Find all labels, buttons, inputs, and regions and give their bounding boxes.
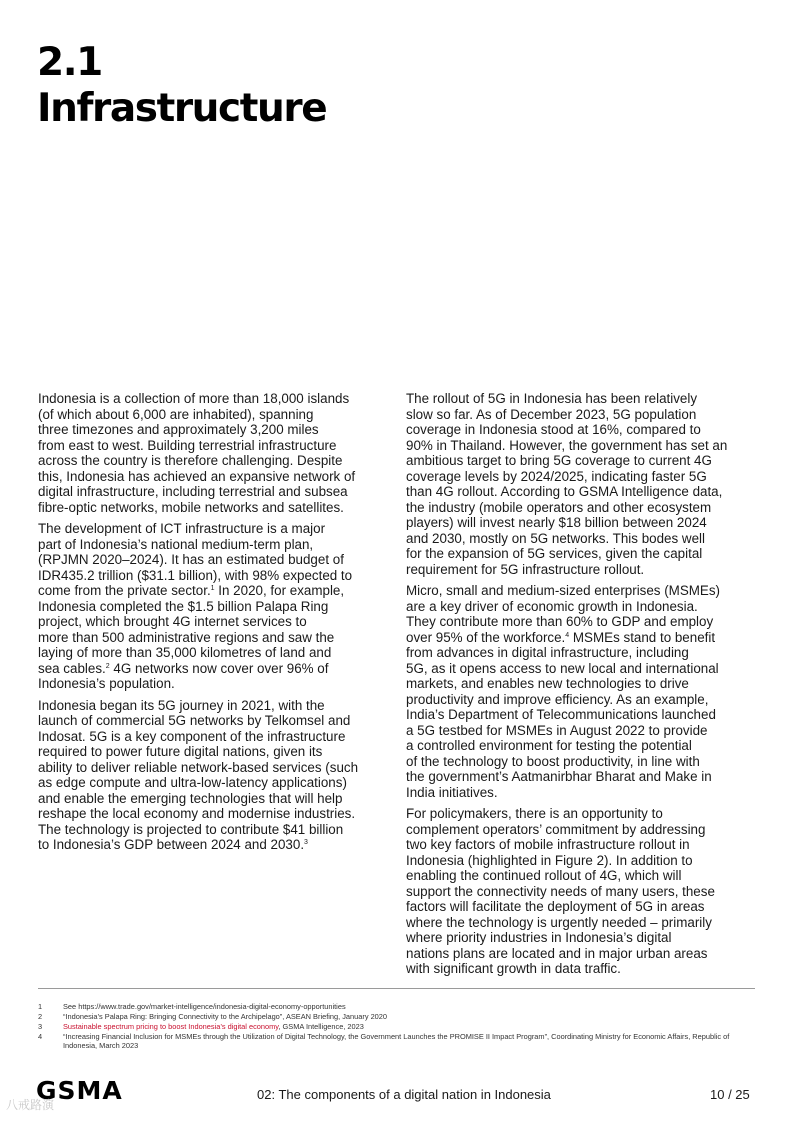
footnote-ref[interactable]: 2 xyxy=(105,662,110,670)
footnote: 3 Sustainable spectrum pricing to boost Indonesia’s digital economy, GSMA Intelligence, 2023 xyxy=(38,1022,364,1031)
footnote: 1 See https://www.trade.gov/market-intelligence/indonesia-digital-economy-opportunities xyxy=(38,1002,346,1011)
left-column xyxy=(38,391,390,859)
paragraph: Indonesia began its 5G journey in 2021, with the launch of commercial 5G networks by Telkomsel and Indosat. 5G is a key component of the infrastructure required to power future digital nations, given its ability to deliver reliable network-based services (such as edge compute and ultra-low-latency applications) and enable the emerging technologies that will help reshape the local economy and modernise industries. The technology is projected to contribute $41 billion to Indonesia’s GDP between 2024 and 2030.$^3$ xyxy=(38,697,359,852)
paragraph: The development of ICT infrastructure is a major part of Indonesia’s national medium-term plan, (RPJMN 2020–2024). It has an estimated budget of IDR435.2 trillion ($31.1 billion), with 98% expected to come from the private sector.$^1$ In 2020, for example, Indonesia completed the $1.5 billion Palapa Ring project, which brought 4G internet services to more than 500 administrative regions and saw the laying of more than 35,000 kilometres of land and sea cables.$^2$ 4G networks now cover over 96% of Indonesia’s population. xyxy=(38,521,353,691)
paragraph: The rollout of 5G in Indonesia has been relatively slow so far. As of December 2023, 5G population coverage in Indonesia stood at 16%, compared to 90% in Thailand. However, the government has set an ambitious target to bring 5G coverage to current 4G coverage levels by 2024/2025, indicating faster 5G than 4G rollout. According to GSMA Intelligence data, the industry (mobile operators and other ecosystem players) will invest nearly $18 billion between 2024 and 2030, mostly on 5G networks. This bodes well for the expansion of 5G services, given the capital requirement for 5G infrastructure rollout. xyxy=(406,391,728,577)
footnote: 4 “Increasing Financial Inclusion for MSMEs through the Utilization of Digital Technology, the Government Launches the PROMISE II Impact Program”, Coordinating Ministry for Economic Affairs, Republic of Indonesia, March 2023 xyxy=(38,1032,730,1050)
footnote-divider xyxy=(38,988,755,989)
paragraph: Micro, small and medium-sized enterprises (MSMEs) are a key driver of economic growth in Indonesia. They contribute more than 60% to GDP and employ over 95% of the workforce.$^4$ MSMEs stand to benefit from advances in digital infrastructure, including 5G, as it opens access to new local and international markets, and enables new technologies to drive productivity and improve efficiency. As an example, India’s Department of Telecommunications launched a 5G testbed for MSMEs in August 2022 to provide a controlled environment for testing the potential of the technology to boost productivity, in line with the government’s Aatmanirbhar Bharat and Make in India initiatives. xyxy=(406,583,721,800)
footnote: 2 “Indonesia’s Palapa Ring: Bringing Connectivity to the Archipelago”, ASEAN Briefing, January 2020 xyxy=(38,1012,388,1021)
section-title: Infrastructure xyxy=(37,86,327,131)
paragraph: For policymakers, there is an opportunity to complement operators’ commitment by addressing two key factors of mobile infrastructure rollout in Indonesia (highlighted in Figure 2). In addition to enabling the continued rollout of 4G, which will support the connectivity needs of many users, these factors will facilitate the deployment of 5G in areas where the technology is urgently needed – primarily where priority industries in Indonesia’s digital nations plans are located and in major urban areas with significant growth in data traffic. xyxy=(406,806,715,976)
page-number: 10 / 25 xyxy=(710,1087,750,1102)
paragraph: Indonesia is a collection of more than 18,000 islands (of which about 6,000 are inhabited), spanning three timezones and approximately 3,200 miles from east to west. Building terrestrial infrastructure across the country is therefore challenging. Despite this, Indonesia has achieved an expansive network of digital infrastructure, including terrestrial and subsea fibre-optic networks, mobile networks and satellites. xyxy=(38,391,356,515)
gsma-logo: GSMA xyxy=(36,1076,123,1105)
footer-section-title: 02: The components of a digital nation in Indonesia xyxy=(257,1087,551,1102)
page-title xyxy=(37,40,326,132)
footnotes xyxy=(38,1002,755,1051)
footnote-link[interactable]: Sustainable spectrum pricing to boost Indonesia’s digital economy xyxy=(63,1022,279,1031)
section-number: 2.1 xyxy=(37,40,102,85)
watermark: 八戒路演 xyxy=(6,1098,55,1112)
right-column xyxy=(406,391,759,983)
footnote-ref[interactable]: 3 xyxy=(304,839,308,846)
footnote-ref[interactable]: 1 xyxy=(210,585,215,592)
footnote-ref[interactable]: 4 xyxy=(565,631,570,639)
